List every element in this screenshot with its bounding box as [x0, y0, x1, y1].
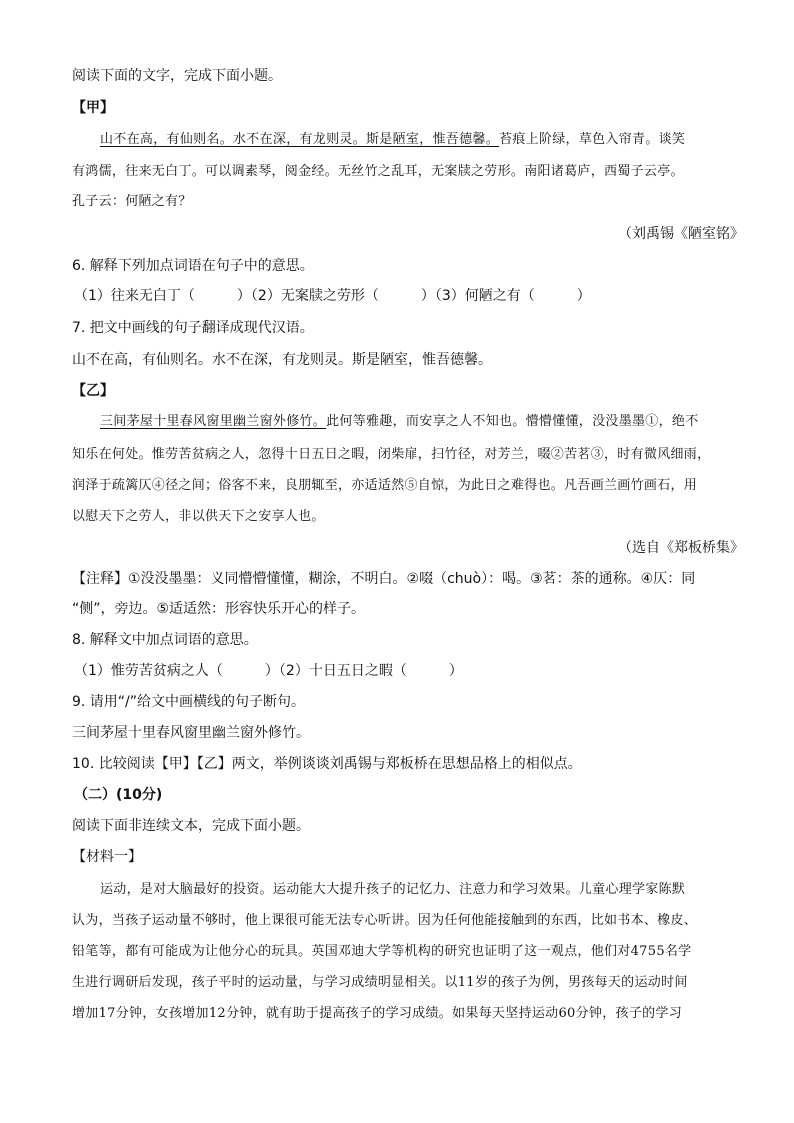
material-1-label: 【材料一】 [72, 849, 142, 865]
section-2-heading: （二）(10分) [74, 787, 163, 803]
jia-passage-line-2: 有鸿儒，往来无白丁。可以调素琴，阅金经。无丝竹之乱耳，无案牍之劳形。南阳诸葛庐，西蜀子云亭。 [72, 164, 684, 179]
jia-source: （刘禹锡《陋室铭》 [618, 226, 744, 242]
question-9-stem: 9. 请用“/”给文中画横线的句子断句。 [72, 694, 306, 710]
annotation-line-2: “侧”，旁边。⑤适适然：形容快乐开心的样子。 [72, 601, 366, 617]
question-8-items: （1）惟劳苦贫病之人（ ）（2）十日五日之暇（ ） [74, 663, 463, 679]
reading-instruction: 阅读下面的文字，完成下面小题。 [72, 68, 282, 84]
yi-line-1-rest: 此何等雅趣，而安享之人不知也。懵懵懂懂，没没墨墨①，绝不 [326, 414, 699, 429]
material-1-line-1: 运动，是对大脑最好的投资。运动能大大提升孩子的记忆力、注意力和学习效果。儿童心理学家陈默 [100, 882, 686, 897]
annotation-line-1: 【注释】①没没墨墨：义同懵懵懂懂，糊涂，不明白。②啜（chuò）：喝。③茗：茶的通称。④仄：同 [72, 571, 696, 587]
question-6-stem: 6. 解释下列加点词语在句子中的意思。 [72, 258, 314, 274]
yi-source: （选自《郑板桥集》 [618, 540, 744, 556]
material-1-line-4: 生进行调研后发现，孩子平时的运动量，与学习成绩明显相关。以11岁的孩子为例，男孩每天的运动时间 [72, 975, 688, 990]
material-1-line-5: 增加17分钟，女孩增加12分钟，就有助于提高孩子的学习成绩。如果每天坚持运动60分钟，孩子的学习 [72, 1006, 683, 1021]
jia-passage-line-1 [100, 130, 685, 150]
yi-passage-line-2: 知乐在何处。惟劳苦贫病之人，忽得十日五日之暇，闭柴扉，扫竹径，对芳兰，啜②苦茗③，时有微风细雨， [72, 447, 711, 462]
question-8-stem: 8. 解释文中加点词语的意思。 [72, 632, 258, 648]
material-1-line-3: 铅笔等，都有可能成为让他分心的玩具。英国邓迪大学等机构的研究也证明了这一观点，他们对4755名学 [72, 944, 692, 959]
question-7-stem: 7. 把文中画线的句子翻译成现代汉语。 [72, 320, 314, 336]
jia-passage-line-3: 孔子云：何陋之有？ [72, 194, 192, 209]
yi-passage-line-3: 润泽于疏篱仄④径之间；俗客不来，良朋辄至，亦适适然⑤自惊，为此日之难得也。凡吾画兰画竹画石，用 [72, 478, 698, 493]
question-10: 10. 比较阅读【甲】【乙】两文，举例谈谈刘禹锡与郑板桥在思想品格上的相似点。 [72, 756, 582, 772]
material-1-line-2: 认为，当孩子运动量不够时，他上课很可能无法专心听讲。因为任何他能接触到的东西，比如书本、橡皮、 [72, 913, 698, 928]
jia-line-1-rest: 苔痕上阶绿，草色入帘青。谈笑 [499, 132, 686, 147]
section-label-yi: 【乙】 [72, 383, 114, 399]
yi-underlined-sentence: 三间茅屋十里春风窗里幽兰窗外修竹。 [100, 414, 327, 429]
jia-underlined-sentence: 山不在高，有仙则名。水不在深，有龙则灵。斯是陋室，惟吾德馨。 [100, 132, 500, 147]
question-6-items: （1）往来无白丁（ ）（2）无案牍之劳形（ ）（3）何陋之有（ ） [74, 288, 591, 304]
reading-instruction-2: 阅读下面非连续文本，完成下面小题。 [72, 818, 310, 834]
yi-passage-line-4: 以慰天下之劳人，非以供天下之安享人也。 [72, 509, 325, 524]
yi-passage-line-1 [100, 412, 699, 432]
section-label-jia: 【甲】 [72, 100, 114, 116]
question-7-sentence: 山不在高，有仙则名。水不在深，有龙则灵。斯是陋室，惟吾德馨。 [72, 352, 492, 368]
question-9-sentence: 三间茅屋十里春风窗里幽兰窗外修竹。 [72, 725, 310, 741]
